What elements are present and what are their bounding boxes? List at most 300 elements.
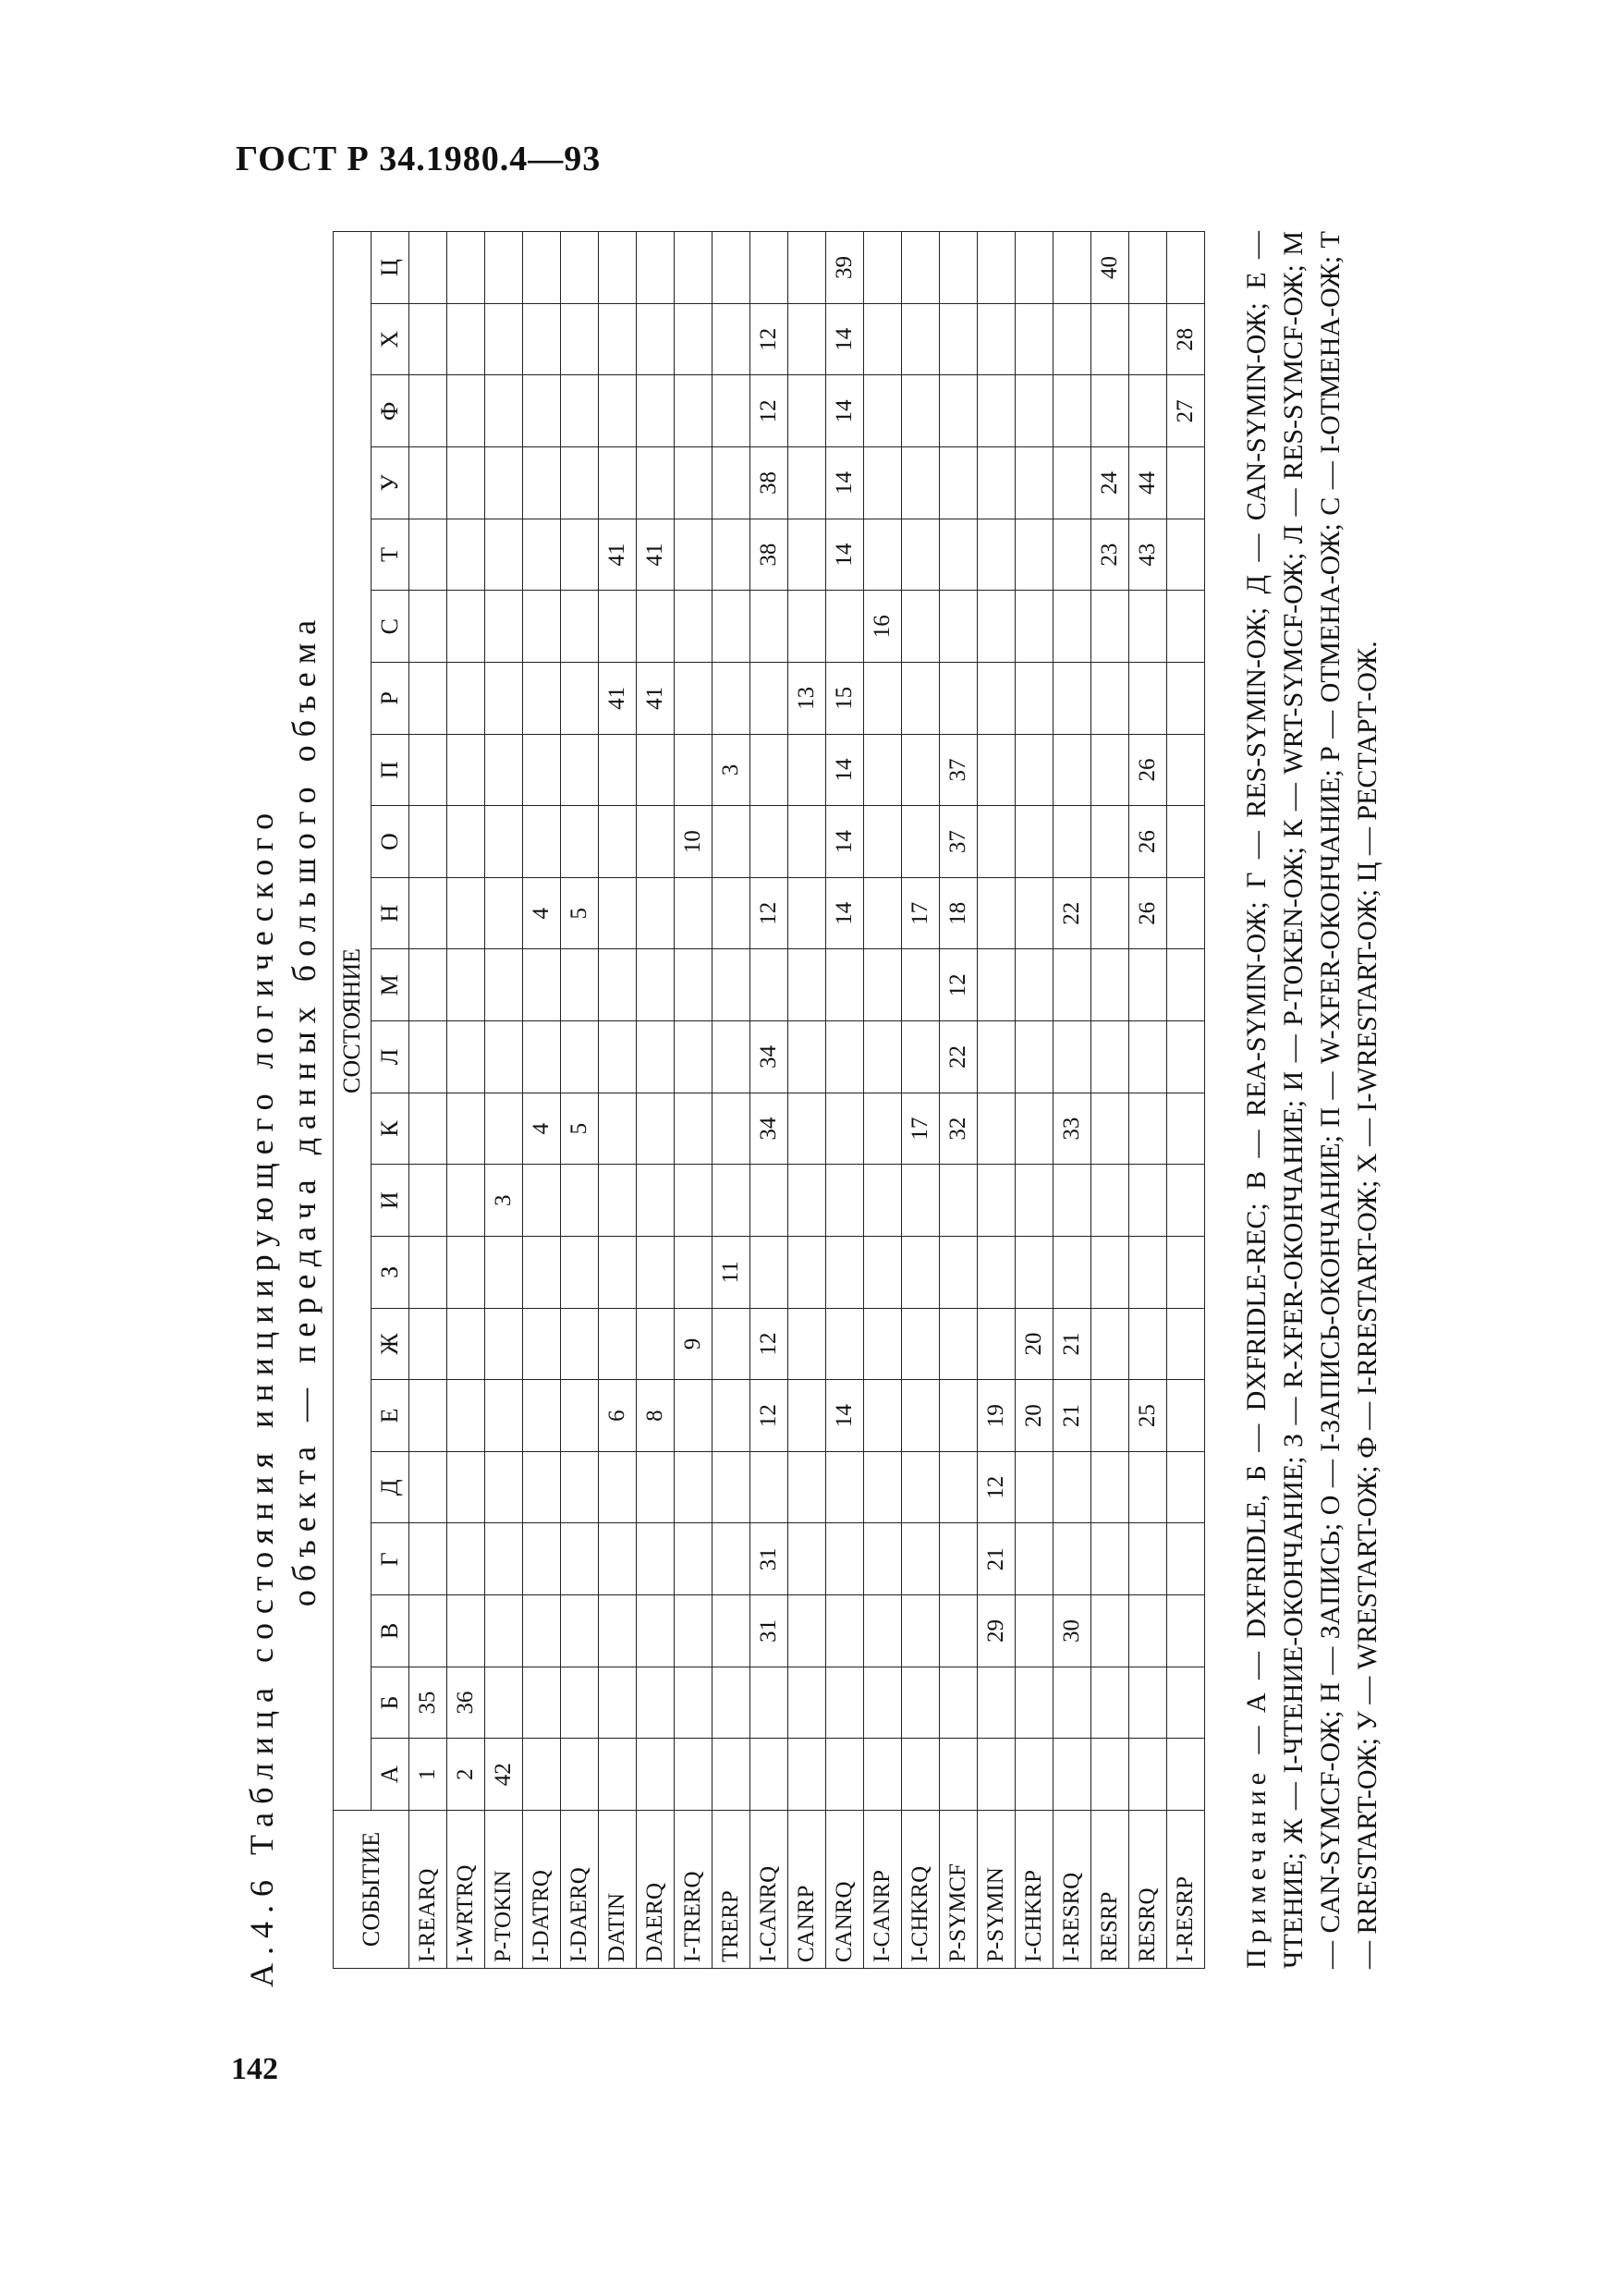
state-cell xyxy=(561,1165,599,1237)
state-cell xyxy=(447,1165,485,1237)
state-cell xyxy=(902,1667,940,1739)
state-cell xyxy=(637,447,675,519)
state-cell xyxy=(599,1739,637,1811)
state-cell xyxy=(523,1308,561,1380)
state-cell xyxy=(902,663,940,735)
state-cell xyxy=(675,1595,713,1667)
state-cell xyxy=(902,1523,940,1595)
state-cell xyxy=(485,1093,523,1165)
state-cell xyxy=(447,1021,485,1093)
state-cell xyxy=(485,1308,523,1380)
state-cell xyxy=(750,806,788,878)
state-cell xyxy=(485,375,523,447)
table-title xyxy=(240,194,325,2024)
state-cell xyxy=(409,1451,447,1523)
state-cell xyxy=(940,1380,978,1452)
table-row xyxy=(1091,232,1129,1969)
state-cell xyxy=(1129,303,1167,375)
state-cell xyxy=(788,1523,826,1595)
state-cell: 3 xyxy=(485,1165,523,1237)
state-cell xyxy=(675,1451,713,1523)
state-cell xyxy=(713,591,750,663)
state-cell xyxy=(864,1021,902,1093)
state-cell xyxy=(599,303,637,375)
state-cell xyxy=(561,806,599,878)
state-cell xyxy=(940,1739,978,1811)
event-cell: I-RESRQ xyxy=(1054,1811,1091,1969)
state-cell xyxy=(599,591,637,663)
state-cell xyxy=(978,1021,1016,1093)
state-cell xyxy=(599,1595,637,1667)
event-cell: P-TOKIN xyxy=(485,1811,523,1969)
state-cell xyxy=(523,591,561,663)
state-cell xyxy=(409,447,447,519)
header-row-1 xyxy=(334,232,372,1969)
state-cell xyxy=(750,591,788,663)
state-cell xyxy=(940,1667,978,1739)
table-title-line2: объекта — передача данных большого объема xyxy=(286,611,323,1607)
state-cell xyxy=(599,1165,637,1237)
state-cell: 20 xyxy=(1016,1308,1054,1380)
state-cell xyxy=(1167,1451,1205,1523)
state-cell xyxy=(864,663,902,735)
state-cell xyxy=(788,1021,826,1093)
state-cell xyxy=(864,1523,902,1595)
state-cell: 13 xyxy=(788,663,826,735)
state-cell xyxy=(561,1523,599,1595)
state-cell xyxy=(1129,591,1167,663)
state-cell xyxy=(940,375,978,447)
state-cell xyxy=(826,1021,864,1093)
state-cell: 6 xyxy=(599,1380,637,1452)
state-cell xyxy=(940,1451,978,1523)
state-cell xyxy=(1091,1595,1129,1667)
state-cell xyxy=(1016,303,1054,375)
state-cell xyxy=(902,949,940,1021)
table-row xyxy=(675,232,713,1969)
state-cell xyxy=(978,375,1016,447)
state-cell: 43 xyxy=(1129,519,1167,591)
state-cell xyxy=(978,447,1016,519)
state-cell: 1 xyxy=(409,1739,447,1811)
state-cell xyxy=(1016,949,1054,1021)
state-cell: 14 xyxy=(826,734,864,806)
state-cell xyxy=(750,1451,788,1523)
table-row xyxy=(637,232,675,1969)
state-cell xyxy=(713,1165,750,1237)
state-cell xyxy=(1167,591,1205,663)
state-cell xyxy=(864,375,902,447)
state-cell xyxy=(713,1595,750,1667)
state-cell xyxy=(675,949,713,1021)
event-cell: I-CHKRQ xyxy=(902,1811,940,1969)
state-cell xyxy=(1167,1739,1205,1811)
state-cell xyxy=(637,232,675,304)
state-cell xyxy=(409,806,447,878)
state-cell xyxy=(1091,1667,1129,1739)
state-cell xyxy=(788,1165,826,1237)
state-cell xyxy=(675,1739,713,1811)
state-cell: 41 xyxy=(599,519,637,591)
state-cell xyxy=(599,949,637,1021)
state-cell xyxy=(940,232,978,304)
state-cell xyxy=(864,1237,902,1309)
event-cell: I-CANRP xyxy=(864,1811,902,1969)
state-cell xyxy=(637,1308,675,1380)
state-cell xyxy=(902,1739,940,1811)
state-cell xyxy=(788,1093,826,1165)
state-cell xyxy=(1054,1165,1091,1237)
state-cell: 23 xyxy=(1091,519,1129,591)
state-cell xyxy=(1016,1165,1054,1237)
state-cell xyxy=(1091,806,1129,878)
state-cell: 26 xyxy=(1129,734,1167,806)
state-cell: 12 xyxy=(750,1380,788,1452)
state-cell xyxy=(523,303,561,375)
table-row xyxy=(978,232,1016,1969)
state-cell: 11 xyxy=(713,1237,750,1309)
state-cell xyxy=(561,519,599,591)
state-cell xyxy=(713,663,750,735)
state-cell: 9 xyxy=(675,1308,713,1380)
event-cell: I-DATRQ xyxy=(523,1811,561,1969)
state-cell xyxy=(1167,877,1205,949)
state-cell xyxy=(1129,949,1167,1021)
state-cell xyxy=(447,375,485,447)
state-cell xyxy=(1016,1523,1054,1595)
state-cell xyxy=(713,232,750,304)
state-cell xyxy=(713,806,750,878)
state-cell: 29 xyxy=(978,1595,1016,1667)
state-cell: 32 xyxy=(940,1093,978,1165)
document-header: ГОСТ Р 34.1980.4—93 xyxy=(236,140,602,178)
table-row xyxy=(485,232,523,1969)
state-cell xyxy=(940,519,978,591)
state-cell: 14 xyxy=(826,877,864,949)
state-cell xyxy=(447,1523,485,1595)
state-cell xyxy=(637,1451,675,1523)
state-cell xyxy=(713,519,750,591)
state-cell: 14 xyxy=(826,375,864,447)
state-cell xyxy=(561,734,599,806)
state-cell xyxy=(485,447,523,519)
state-col-header: Ж xyxy=(372,1308,409,1380)
state-cell xyxy=(826,949,864,1021)
state-col-header: П xyxy=(372,734,409,806)
table-row xyxy=(1129,232,1167,1969)
state-cell xyxy=(940,663,978,735)
state-cell xyxy=(561,1739,599,1811)
state-col-header: Ф xyxy=(372,375,409,447)
state-cell xyxy=(523,1021,561,1093)
state-cell xyxy=(637,1237,675,1309)
state-cell: 40 xyxy=(1091,232,1129,304)
state-cell xyxy=(788,375,826,447)
state-cell xyxy=(826,1739,864,1811)
state-cell xyxy=(485,1595,523,1667)
state-cell xyxy=(1167,1667,1205,1739)
state-cell xyxy=(902,303,940,375)
state-cell xyxy=(675,734,713,806)
event-cell: CANRQ xyxy=(826,1811,864,1969)
state-cell xyxy=(1091,877,1129,949)
state-cell: 38 xyxy=(750,519,788,591)
state-col-header: У xyxy=(372,447,409,519)
event-cell: P-SYMCF xyxy=(940,1811,978,1969)
state-cell: 15 xyxy=(826,663,864,735)
state-cell: 26 xyxy=(1129,877,1167,949)
state-cell xyxy=(1016,1451,1054,1523)
event-cell: RESRP xyxy=(1091,1811,1129,1969)
state-cell xyxy=(637,949,675,1021)
state-cell xyxy=(1167,663,1205,735)
state-cell xyxy=(750,232,788,304)
state-cell xyxy=(409,663,447,735)
state-cell xyxy=(1129,1595,1167,1667)
state-cell xyxy=(561,1380,599,1452)
state-cell xyxy=(561,1021,599,1093)
state-cell xyxy=(750,734,788,806)
state-cell xyxy=(978,806,1016,878)
event-cell: I-DAERQ xyxy=(561,1811,599,1969)
state-cell xyxy=(713,877,750,949)
state-cell xyxy=(561,1451,599,1523)
state-cell xyxy=(637,1739,675,1811)
rotated-content xyxy=(231,194,1460,2024)
state-cell xyxy=(523,375,561,447)
state-cell: 26 xyxy=(1129,806,1167,878)
event-cell: I-TRERQ xyxy=(675,1811,713,1969)
event-cell: P-SYMIN xyxy=(978,1811,1016,1969)
state-cell xyxy=(1167,1595,1205,1667)
state-cell xyxy=(523,663,561,735)
state-cell xyxy=(826,591,864,663)
event-cell: TRERP xyxy=(713,1811,750,1969)
state-cell xyxy=(523,734,561,806)
state-cell xyxy=(675,1093,713,1165)
state-cell xyxy=(599,1451,637,1523)
state-cell xyxy=(1091,1021,1129,1093)
state-cell xyxy=(1054,734,1091,806)
state-cell xyxy=(447,519,485,591)
state-cell xyxy=(599,1021,637,1093)
state-cell: 34 xyxy=(750,1093,788,1165)
state-cell: 5 xyxy=(561,1093,599,1165)
state-cell xyxy=(864,303,902,375)
state-cell xyxy=(1129,1308,1167,1380)
state-cell: 12 xyxy=(750,1308,788,1380)
state-cell xyxy=(409,877,447,949)
state-cell xyxy=(1091,1380,1129,1452)
state-cell: 39 xyxy=(826,232,864,304)
state-cell xyxy=(713,1380,750,1452)
state-cell xyxy=(1016,877,1054,949)
state-cell xyxy=(1054,1451,1091,1523)
state-cell xyxy=(864,734,902,806)
state-cell xyxy=(788,447,826,519)
state-cell xyxy=(1167,949,1205,1021)
state-cell: 37 xyxy=(940,734,978,806)
table-row xyxy=(940,232,978,1969)
state-cell: 10 xyxy=(675,806,713,878)
event-cell: I-RESRP xyxy=(1167,1811,1205,1969)
state-cell xyxy=(978,232,1016,304)
state-cell xyxy=(599,1093,637,1165)
state-cell xyxy=(1016,1595,1054,1667)
state-cell xyxy=(788,1595,826,1667)
state-table xyxy=(333,231,1205,1969)
state-cell xyxy=(1167,1093,1205,1165)
state-cell xyxy=(1091,1308,1129,1380)
table-note xyxy=(1238,231,1386,1969)
state-cell xyxy=(561,375,599,447)
state-cell: 22 xyxy=(1054,877,1091,949)
state-cell xyxy=(637,303,675,375)
state-cell xyxy=(523,1237,561,1309)
state-cell xyxy=(978,1237,1016,1309)
state-cell xyxy=(1091,375,1129,447)
note-text: — А — DXFRIDLE, Б — DXFRIDLE-REC; В — REA-SYMIN-ОЖ; Г — RES-SYMIN-ОЖ; Д — CAN-SYMIN-ОЖ; Е — ЧТЕНИЕ; Ж — I-ЧТЕНИЕ-ОКОНЧАНИЕ; З — R-XFER-ОКОНЧАНИЕ; И — P-TOKEN-ОЖ; К — WRT-SYMCF-ОЖ; Л — RES-SYMCF-ОЖ; М — CAN-SYMCF-ОЖ; Н — ЗАПИСЬ; О — I-ЗАПИСЬ-ОКОНЧАНИЕ; П — W-XFER-ОКОНЧАНИЕ; Р — ОТМЕНА-ОЖ; С — I-ОТМЕНА-ОЖ; Т — RRESTART-ОЖ; У — WRESTART-ОЖ; Ф — I-RRESTART-ОЖ; Х — I-WRESTART-ОЖ; Ц — РЕСТАРТ-ОЖ. xyxy=(1241,231,1382,1969)
state-cell xyxy=(1091,1523,1129,1595)
state-cell: 12 xyxy=(750,375,788,447)
state-col-header: Б xyxy=(372,1667,409,1739)
state-cell xyxy=(1091,734,1129,806)
state-cell xyxy=(1167,519,1205,591)
state-cell xyxy=(940,591,978,663)
state-cell xyxy=(1016,519,1054,591)
state-cell xyxy=(447,1595,485,1667)
state-cell xyxy=(1167,1523,1205,1595)
state-cell: 35 xyxy=(409,1667,447,1739)
state-cell: 25 xyxy=(1129,1380,1167,1452)
state-cell xyxy=(940,1523,978,1595)
state-col-header: С xyxy=(372,591,409,663)
state-cell xyxy=(713,1093,750,1165)
event-cell: DAERQ xyxy=(637,1811,675,1969)
state-cell xyxy=(409,1595,447,1667)
state-cell: 2 xyxy=(447,1739,485,1811)
state-cell xyxy=(940,1165,978,1237)
state-cell: 5 xyxy=(561,877,599,949)
state-cell xyxy=(940,447,978,519)
state-cell xyxy=(902,519,940,591)
state-cell xyxy=(1091,1237,1129,1309)
state-cell xyxy=(1129,375,1167,447)
state-cell xyxy=(750,663,788,735)
state-cell xyxy=(788,1739,826,1811)
state-cell xyxy=(1091,663,1129,735)
state-cell xyxy=(485,877,523,949)
state-cell xyxy=(1016,1021,1054,1093)
state-col-header: Л xyxy=(372,1021,409,1093)
state-cell xyxy=(1054,1237,1091,1309)
state-cell xyxy=(864,1451,902,1523)
state-cell xyxy=(561,1595,599,1667)
table-row xyxy=(864,232,902,1969)
state-cell xyxy=(675,1237,713,1309)
state-cell xyxy=(675,303,713,375)
state-cell: 41 xyxy=(599,663,637,735)
state-cell xyxy=(1054,375,1091,447)
state-cell xyxy=(447,1093,485,1165)
state-cell xyxy=(902,447,940,519)
state-cell xyxy=(1167,806,1205,878)
state-cell: 14 xyxy=(826,1380,864,1452)
state-cell xyxy=(788,303,826,375)
state-cell xyxy=(864,949,902,1021)
state-cell xyxy=(902,232,940,304)
header-row-2 xyxy=(372,232,409,1969)
state-cell: 17 xyxy=(902,877,940,949)
state-cell xyxy=(902,1165,940,1237)
state-cell xyxy=(1016,1093,1054,1165)
state-cell xyxy=(1054,519,1091,591)
state-cell: 8 xyxy=(637,1380,675,1452)
state-cell xyxy=(750,1237,788,1309)
state-cell xyxy=(1054,303,1091,375)
state-cell xyxy=(523,1595,561,1667)
state-cell xyxy=(485,591,523,663)
state-cell xyxy=(523,1165,561,1237)
table-row xyxy=(713,232,750,1969)
state-cell xyxy=(523,447,561,519)
state-cell xyxy=(599,232,637,304)
state-cell xyxy=(713,1667,750,1739)
state-cell xyxy=(902,1595,940,1667)
state-cell xyxy=(1016,591,1054,663)
state-cell xyxy=(864,447,902,519)
state-cell xyxy=(561,1667,599,1739)
state-cell xyxy=(447,1308,485,1380)
state-cell xyxy=(1054,591,1091,663)
state-cell xyxy=(788,877,826,949)
state-cell xyxy=(713,1308,750,1380)
state-cell xyxy=(675,1380,713,1452)
state-cell xyxy=(788,949,826,1021)
state-cell xyxy=(675,877,713,949)
state-cell: 19 xyxy=(978,1380,1016,1452)
state-col-header: М xyxy=(372,949,409,1021)
state-cell: 14 xyxy=(826,303,864,375)
state-cell xyxy=(713,1021,750,1093)
state-cell xyxy=(599,1523,637,1595)
state-cell xyxy=(1016,232,1054,304)
state-col-header: Х xyxy=(372,303,409,375)
state-cell: 31 xyxy=(750,1595,788,1667)
table-body xyxy=(409,232,1205,1969)
state-cell xyxy=(447,877,485,949)
state-cell xyxy=(1167,1308,1205,1380)
state-cell xyxy=(409,1237,447,1309)
state-cell xyxy=(864,1308,902,1380)
state-cell: 41 xyxy=(637,663,675,735)
state-cell xyxy=(1054,1739,1091,1811)
state-cell xyxy=(978,1308,1016,1380)
state-cell xyxy=(485,806,523,878)
state-cell xyxy=(523,1380,561,1452)
event-cell: I-CHKRP xyxy=(1016,1811,1054,1969)
state-cell xyxy=(409,1165,447,1237)
event-header: СОБЫТИЕ xyxy=(334,1811,409,1969)
state-cell: 41 xyxy=(637,519,675,591)
event-cell: CANRP xyxy=(788,1811,826,1969)
state-cell xyxy=(561,591,599,663)
event-cell: RESRQ xyxy=(1129,1811,1167,1969)
state-cell xyxy=(940,1308,978,1380)
state-cell xyxy=(713,1739,750,1811)
state-cell xyxy=(826,1451,864,1523)
state-cell xyxy=(978,949,1016,1021)
